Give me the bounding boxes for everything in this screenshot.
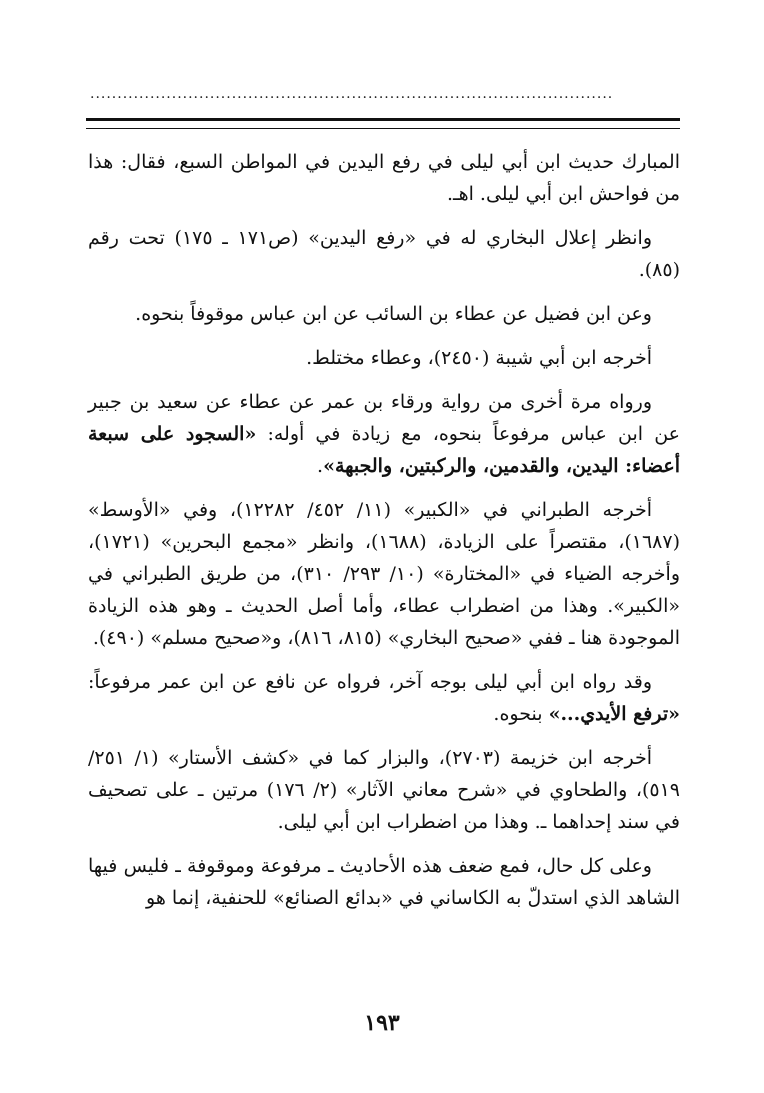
header-rule-thick bbox=[86, 118, 680, 121]
paragraph-7 bbox=[88, 666, 680, 730]
paragraph-8: أخرجه ابن خزيمة (٢٧٠٣)، والبزار كما في «كشف الأستار» (١/ ٢٥١/ ٥١٩)، والطحاوي في «شرح معاني الآثار» (٢/ ١٧٦) مرتين ـ على تصحيف في سند إحداهما ـ. وهذا من اضطراب ابن أبي ليلى. bbox=[88, 747, 680, 833]
paragraph-7-end: بنحوه. bbox=[493, 703, 549, 725]
page-body bbox=[88, 146, 680, 926]
header-rule-thin bbox=[86, 128, 680, 129]
paragraph-7-bold-quote: «ترفع الأيدي...» bbox=[548, 703, 680, 725]
page-number: ١٩٣ bbox=[364, 1010, 400, 1036]
paragraph-9: وعلى كل حال، فمع ضعف هذه الأحاديث ـ مرفوعة وموقوفة ـ فليس فيها الشاهد الذي استدلّ به الكاساني في «بدائع الصنائع» للحنفية، إنما هو bbox=[88, 855, 680, 909]
paragraph-1: المبارك حديث ابن أبي ليلى في رفع اليدين في المواطن السبع، فقال: هذا من فواحش ابن أبي ليلى. اهـ. bbox=[88, 151, 680, 205]
paragraph-5-end: . bbox=[317, 455, 324, 477]
paragraph-3: وعن ابن فضيل عن عطاء بن السائب عن ابن عباس موقوفاً بنحوه. bbox=[135, 303, 652, 325]
paragraph-4: أخرجه ابن أبي شيبة (٢٤٥٠)، وعطاء مختلط. bbox=[306, 347, 652, 369]
paragraph-5 bbox=[88, 386, 680, 482]
header-dotted-line: ................................................................................................ bbox=[90, 88, 614, 100]
paragraph-5-bold-quote: «السجود على سبعة أعضاء: اليدين، والقدمين، والركبتين، والجبهة» bbox=[88, 423, 680, 477]
paragraph-5-text: ورواه مرة أخرى من رواية ورقاء بن عمر عن عطاء عن سعيد بن جبير عن ابن عباس مرفوعاً بنحوه، مع زيادة في أوله: bbox=[88, 391, 680, 445]
paragraph-7-text: وقد رواه ابن أبي ليلى بوجه آخر، فرواه عن نافع عن ابن عمر مرفوعاً: bbox=[88, 671, 652, 693]
paragraph-6: أخرجه الطبراني في «الكبير» (١١/ ٤٥٢/ ١٢٢٨٢)، وفي «الأوسط» (١٦٨٧)، مقتصراً على الزيادة، (١٦٨٨)، وانظر «مجمع البحرين» (١٧٢١)، وأخرجه الضياء في «المختارة» (١٠/ ٢٩٣/ ٣١٠)، من طريق الطبراني في «الكبير». وهذا من اضطراب عطاء، وأما أصل الحديث ـ وهو هذه الزيادة الموجودة هنا ـ ففي «صحيح البخاري» (٨١٥، ٨١٦)، و«صحيح مسلم» (٤٩٠). bbox=[88, 499, 680, 649]
paragraph-2: وانظر إعلال البخاري له في «رفع اليدين» (ص١٧١ ـ ١٧٥) تحت رقم (٨٥). bbox=[88, 227, 680, 281]
